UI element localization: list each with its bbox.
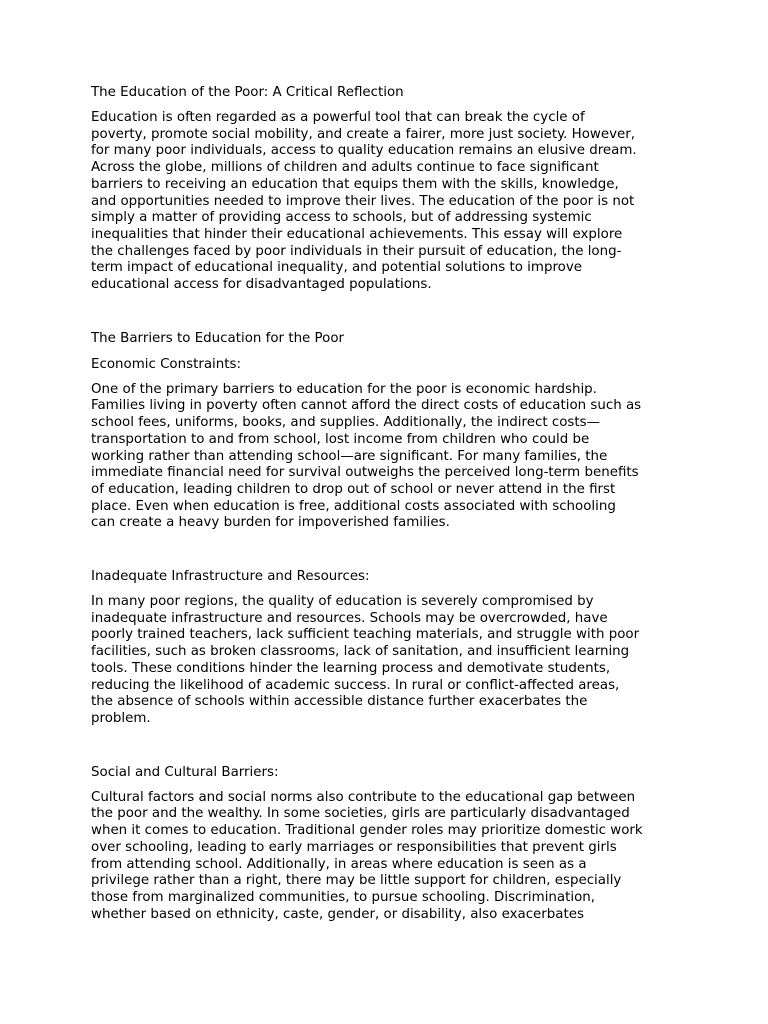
text-line: poverty, promote social mobility, and create a fairer, more just society. However, xyxy=(91,126,636,142)
text-line: poorly trained teachers, lack sufficient teaching materials, and struggle with poor xyxy=(91,627,640,643)
text-line: barriers to receiving an education that equips them with the skills, knowledge, xyxy=(91,176,619,192)
text-line: inequalities that hinder their educational achievements. This essay will explore xyxy=(91,226,623,242)
text-line: term impact of educational inequality, and potential solutions to improve xyxy=(91,260,583,276)
intro-paragraph xyxy=(91,110,681,294)
social-paragraph xyxy=(91,790,681,924)
text-line: In many poor regions, the quality of education is severely compromised by xyxy=(91,594,594,610)
text-line: place. Even when education is free, additional costs associated with schooling xyxy=(91,498,616,514)
text-line: school fees, uniforms, books, and supplies. Additionally, the indirect costs— xyxy=(91,415,600,431)
text-line: for many poor individuals, access to quality education remains an elusive dream. xyxy=(91,143,637,159)
economic-paragraph xyxy=(91,382,681,532)
social-heading: Social and Cultural Barriers: xyxy=(91,764,279,780)
text-line: facilities, such as broken classrooms, lack of sanitation, and insufficient learning xyxy=(91,644,630,660)
text-line: Education is often regarded as a powerful tool that can break the cycle of xyxy=(91,110,585,125)
infrastructure-paragraph xyxy=(91,594,681,728)
text-line: One of the primary barriers to education for the poor is economic hardship. xyxy=(91,381,597,397)
text-line: when it comes to education. Traditional gender roles may prioritize domestic work xyxy=(91,823,643,839)
text-line: those from marginalized communities, to pursue schooling. Discrimination, xyxy=(91,889,596,905)
text-line: of education, leading children to drop out of school or never attend in the first xyxy=(91,481,616,497)
text-line: over schooling, leading to early marriages or responsibilities that prevent girls xyxy=(91,839,617,855)
text-line: tools. These conditions hinder the learning process and demotivate students, xyxy=(91,660,611,676)
text-line: problem. xyxy=(91,710,151,726)
text-line: and opportunities needed to improve their lives. The education of the poor is not xyxy=(91,193,635,209)
section-heading: The Barriers to Education for the Poor xyxy=(91,330,345,346)
text-line: can create a heavy burden for impoverished families. xyxy=(91,515,450,531)
text-line: simply a matter of providing access to schools, but of addressing systemic xyxy=(91,210,592,226)
document-title: The Education of the Poor: A Critical Reflection xyxy=(91,85,404,100)
text-line: transportation to and from school, lost income from children who could be xyxy=(91,431,590,447)
text-line: educational access for disadvantaged populations. xyxy=(91,277,432,293)
text-line: the challenges faced by poor individuals in their pursuit of education, the long- xyxy=(91,243,622,259)
text-line: Families living in poverty often cannot afford the direct costs of education such as xyxy=(91,398,642,414)
economic-heading: Economic Constraints: xyxy=(91,356,241,372)
text-line: Across the globe, millions of children and adults continue to face significant xyxy=(91,160,599,176)
text-line: from attending school. Additionally, in areas where education is seen as a xyxy=(91,856,587,872)
text-line: Cultural factors and social norms also contribute to the educational gap between xyxy=(91,789,636,805)
document-page xyxy=(91,84,681,923)
text-line: reducing the likelihood of academic success. In rural or conflict-affected areas, xyxy=(91,677,620,693)
text-line: whether based on ethnicity, caste, gender, or disability, also exacerbates xyxy=(91,906,584,922)
text-line: inadequate infrastructure and resources. Schools may be overcrowded, have xyxy=(91,610,608,626)
text-line: the poor and the wealthy. In some societies, girls are particularly disadvantaged xyxy=(91,806,630,822)
infrastructure-heading: Inadequate Infrastructure and Resources: xyxy=(91,569,370,585)
text-line: the absence of schools within accessible distance further exacerbates the xyxy=(91,694,588,710)
text-line: privilege rather than a right, there may be little support for children, especially xyxy=(91,873,622,889)
text-line: working rather than attending school—are significant. For many families, the xyxy=(91,448,608,464)
text-line: immediate financial need for survival outweighs the perceived long-term benefits xyxy=(91,465,639,481)
